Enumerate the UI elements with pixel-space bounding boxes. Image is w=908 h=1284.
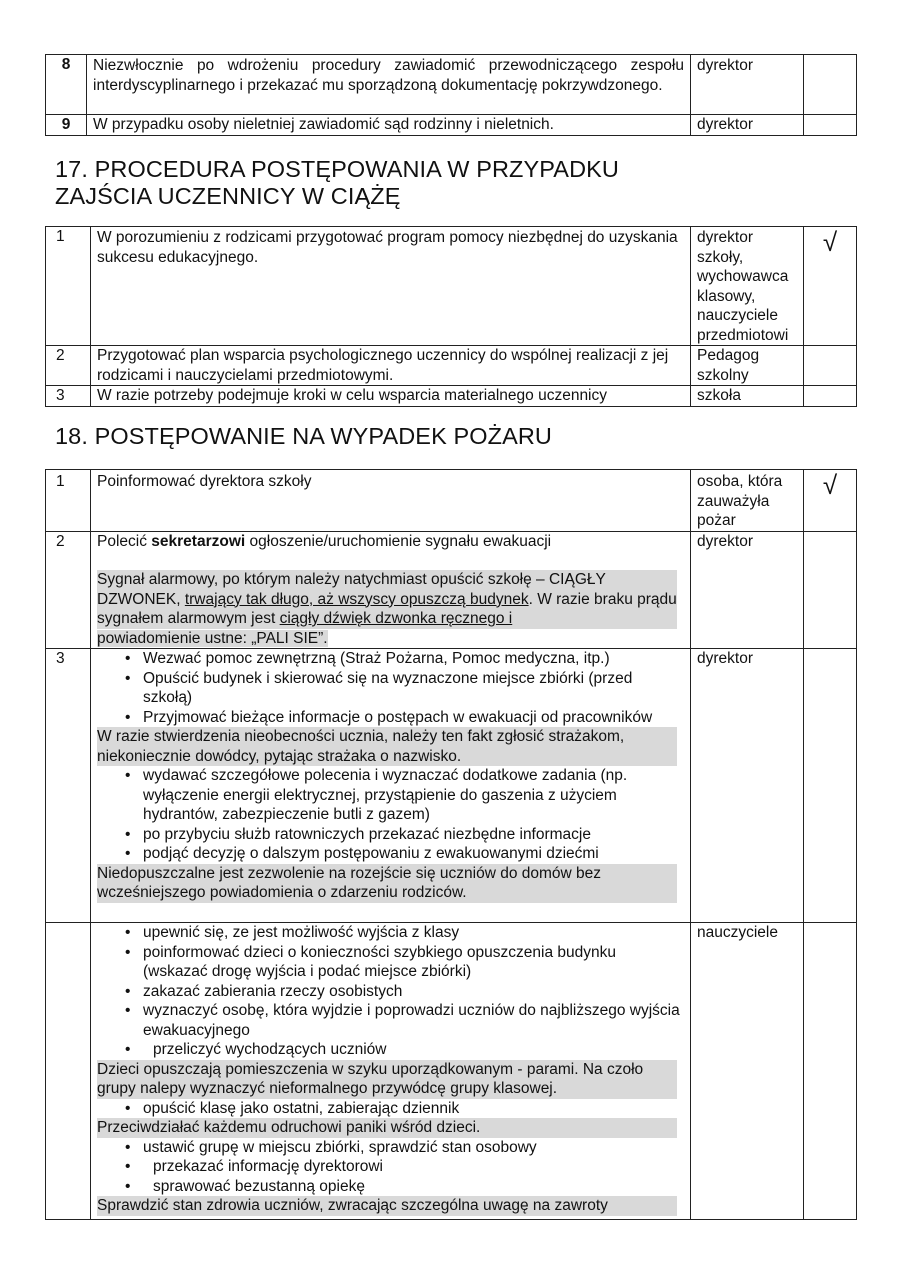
row-text: Przygotować plan wsparcia psychologicznego uczennicy do wspólnej realizacji z jej rodzicami i nauczycielami przedmiotowymi. (91, 346, 691, 386)
row-number: 2 (46, 531, 91, 649)
row-responsible: Pedagog szkolny (691, 346, 804, 386)
table-row (46, 531, 857, 649)
row-number: 8 (46, 55, 87, 115)
table-row (46, 649, 857, 923)
previous-procedure-table (45, 54, 857, 136)
checkmark-icon: √ (804, 227, 857, 346)
row-text: Poinformować dyrektora szkoły (91, 470, 691, 532)
list-item: • upewnić się, ze jest możliwość wyjścia z klasy (97, 923, 684, 943)
list-item: • Wezwać pomoc zewnętrzną (Straż Pożarna, Pomoc medyczna, itp.) (97, 649, 684, 669)
row-text (91, 531, 691, 649)
table-row (46, 346, 857, 386)
list-item: • przekazać informację dyrektorowi (97, 1157, 684, 1177)
row-check (804, 346, 857, 386)
row-check (804, 531, 857, 649)
row-responsible: dyrektor (691, 531, 804, 649)
checkmark-icon: √ (804, 470, 857, 532)
list-item: • zakazać zabierania rzeczy osobistych (97, 982, 684, 1002)
row-check (804, 55, 857, 115)
list-item: • przeliczyć wychodzących uczniów (97, 1040, 684, 1060)
evacuation-order: Polecić sekretarzowi ogłoszenie/uruchomienie sygnału ewakuacji (97, 532, 552, 550)
table-row (46, 227, 857, 346)
row-responsible: nauczyciele (691, 923, 804, 1220)
row-text: W przypadku osoby nieletniej zawiadomić sąd rodzinny i nieletnich. (87, 115, 691, 136)
row-text (91, 649, 691, 923)
row-responsible: dyrektor (691, 55, 804, 115)
list-item: • ustawić grupę w miejscu zbiórki, sprawdzić stan osobowy (97, 1138, 684, 1158)
fire-procedure-table (45, 469, 857, 1220)
row-number: 9 (46, 115, 87, 136)
row-number: 3 (46, 386, 91, 407)
list-item: • opuścić klasę jako ostatni, zabierając dziennik (97, 1099, 684, 1119)
absence-note: W razie stwierdzenia nieobecności ucznia, należy ten fakt zgłosić strażakom, niekoniecznie dowódcy, pytając strażaka o nazwisko. (97, 727, 677, 766)
alarm-signal-note: Sygnał alarmowy, po którym należy natychmiast opuścić szkołę – CIĄGŁY DZWONEK, trwający tak długo, aż wszyscy opuszczą budynek. W razie braku prądu sygnałem alarmowym jest ciągły dźwięk dzwonka ręcznego i (97, 571, 677, 627)
pregnancy-procedure-table (45, 226, 857, 407)
row-number: 3 (46, 649, 91, 923)
list-item: • po przybyciu służb ratowniczych przekazać niezbędne informacje (97, 825, 684, 845)
table-row (46, 386, 857, 407)
row-responsible: dyrektor szkoły, wychowawca klasowy, nauczyciele przedmiotowi (691, 227, 804, 346)
list-item: • sprawować bezustanną opiekę (97, 1177, 684, 1197)
list-item: • podjąć decyzję o dalszym postępowaniu z ewakuowanymi dziećmi (97, 844, 684, 864)
row-text: W porozumieniu z rodzicami przygotować program pomocy niezbędnej do uzyskania sukcesu edukacyjnego. (91, 227, 691, 346)
row-check (804, 115, 857, 136)
alarm-signal-note-end: powiadomienie ustne: „PALI SIE”. (97, 629, 328, 647)
section-17-title (55, 156, 619, 210)
row-text (91, 923, 691, 1220)
panic-note: Przeciwdziałać każdemu odruchowi paniki wśród dzieci. (97, 1118, 677, 1138)
section-17-title-line1: 17. PROCEDURA POSTĘPOWANIA W PRZYPADKU (55, 156, 619, 182)
list-item: • poinformować dzieci o konieczności szybkiego opuszczenia budynku (wskazać drogę wyjścia i podać miejsce zbiórki) (97, 943, 684, 982)
table-row (46, 55, 857, 115)
list-item: • Przyjmować bieżące informacje o postępach w ewakuacji od pracowników (97, 708, 684, 728)
health-note: Sprawdzić stan zdrowia uczniów, zwracając szczególna uwagę na zawroty (97, 1196, 677, 1216)
row-responsible: szkoła (691, 386, 804, 407)
table-row (46, 470, 857, 532)
table-row (46, 115, 857, 136)
row-check (804, 649, 857, 923)
section-18-title: 18. POSTĘPOWANIE NA WYPADEK POŻARU (55, 423, 553, 449)
parents-note: Niedopuszczalne jest zezwolenie na rozejście się uczniów do domów bez wcześniejszego powiadomienia o zdarzeniu rodziców. (97, 864, 677, 903)
row-check (804, 923, 857, 1220)
row-number: 1 (46, 227, 91, 346)
table-row (46, 923, 857, 1220)
row-check (804, 386, 857, 407)
pairs-note: Dzieci opuszczają pomieszczenia w szyku uporządkowanym - parami. Na czoło grupy nalepy wyznaczyć nieformalnego przywódcę grupy klasowej. (97, 1060, 677, 1099)
row-responsible: osoba, która zauważyła pożar (691, 470, 804, 532)
list-item: • Opuścić budynek i skierować się na wyznaczone miejsce zbiórki (przed szkołą) (97, 669, 684, 708)
row-number: 2 (46, 346, 91, 386)
list-item: • wyznaczyć osobę, która wyjdzie i poprowadzi uczniów do najbliższego wyjścia ewakuacyjnego (97, 1001, 684, 1040)
row-number: 1 (46, 470, 91, 532)
row-number (46, 923, 91, 1220)
list-item: • wydawać szczegółowe polecenia i wyznaczać dodatkowe zadania (np. wyłączenie energii elektrycznej, przystąpienie do gaszenia z użyciem hydrantów, zabezpieczenie butli z gazem) (97, 766, 684, 825)
row-text: W razie potrzeby podejmuje kroki w celu wsparcia materialnego uczennicy (91, 386, 691, 407)
section-17-title-line2: ZAJŚCIA UCZENNICY W CIĄŻĘ (55, 183, 401, 209)
row-responsible: dyrektor (691, 649, 804, 923)
row-responsible: dyrektor (691, 115, 804, 136)
row-text: Niezwłocznie po wdrożeniu procedury zawiadomić przewodniczącego zespołu interdyscyplinarnego i przekazać mu sporządzoną dokumentację pokrzywdzonego. (87, 55, 691, 115)
